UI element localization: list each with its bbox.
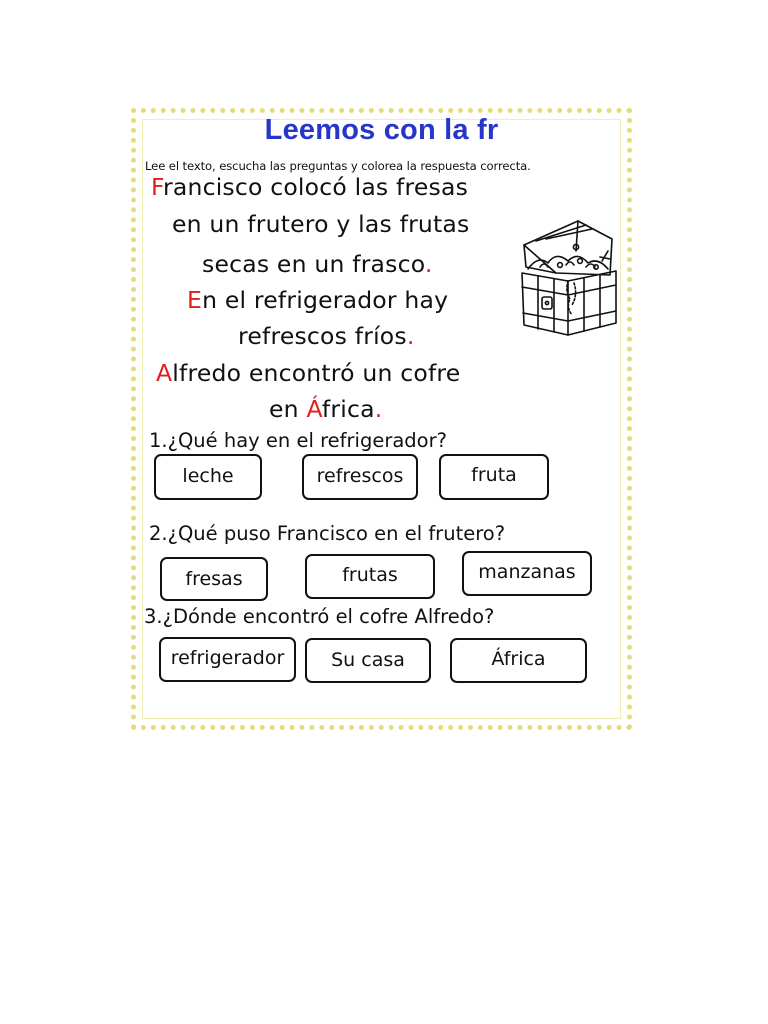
story-text: n el refrigerador hay bbox=[202, 286, 449, 314]
worksheet bbox=[131, 108, 632, 730]
story-text: rancisco colocó las fresas bbox=[163, 173, 469, 201]
story-text: en un frutero y las frutas bbox=[172, 210, 470, 238]
accent-letter: Á bbox=[306, 395, 322, 423]
question-3: 3.¿Dónde encontró el cofre Alfredo? bbox=[144, 605, 495, 628]
story-text: secas en un frasco bbox=[202, 250, 425, 278]
story-line bbox=[187, 286, 448, 314]
worksheet-title: Leemos con la fr bbox=[264, 114, 499, 146]
answer-option[interactable]: refrescos bbox=[302, 454, 418, 500]
story-text: en bbox=[269, 395, 307, 423]
treasure-chest-icon bbox=[516, 217, 622, 341]
initial-letter: A bbox=[156, 359, 173, 387]
answer-option[interactable]: leche bbox=[154, 454, 262, 500]
period-mark: . bbox=[374, 395, 383, 423]
story-line bbox=[151, 173, 468, 201]
story-line bbox=[156, 359, 460, 387]
story-line bbox=[238, 322, 415, 350]
answer-option[interactable]: Su casa bbox=[305, 638, 431, 683]
answer-option[interactable]: frutas bbox=[305, 554, 435, 599]
initial-letter: F bbox=[151, 173, 164, 201]
question-2: 2.¿Qué puso Francisco en el frutero? bbox=[149, 522, 506, 545]
period-mark: . bbox=[424, 250, 433, 278]
story-line bbox=[172, 210, 469, 238]
answer-option[interactable]: manzanas bbox=[462, 551, 592, 596]
answer-option[interactable]: África bbox=[450, 638, 587, 683]
period-mark: . bbox=[406, 322, 415, 350]
answer-option[interactable]: fruta bbox=[439, 454, 549, 500]
answer-option[interactable]: fresas bbox=[160, 557, 268, 601]
story-text: refrescos fríos bbox=[238, 322, 407, 350]
instruction-text: Lee el texto, escucha las preguntas y colorea la respuesta correcta. bbox=[145, 159, 531, 173]
answer-option[interactable]: refrigerador bbox=[159, 637, 296, 682]
initial-letter: E bbox=[187, 286, 203, 314]
story-line bbox=[269, 395, 382, 423]
story-line bbox=[202, 250, 433, 278]
question-1: 1.¿Qué hay en el refrigerador? bbox=[149, 429, 447, 452]
story-text: lfredo encontró un cofre bbox=[172, 359, 461, 387]
story-text: frica bbox=[321, 395, 375, 423]
